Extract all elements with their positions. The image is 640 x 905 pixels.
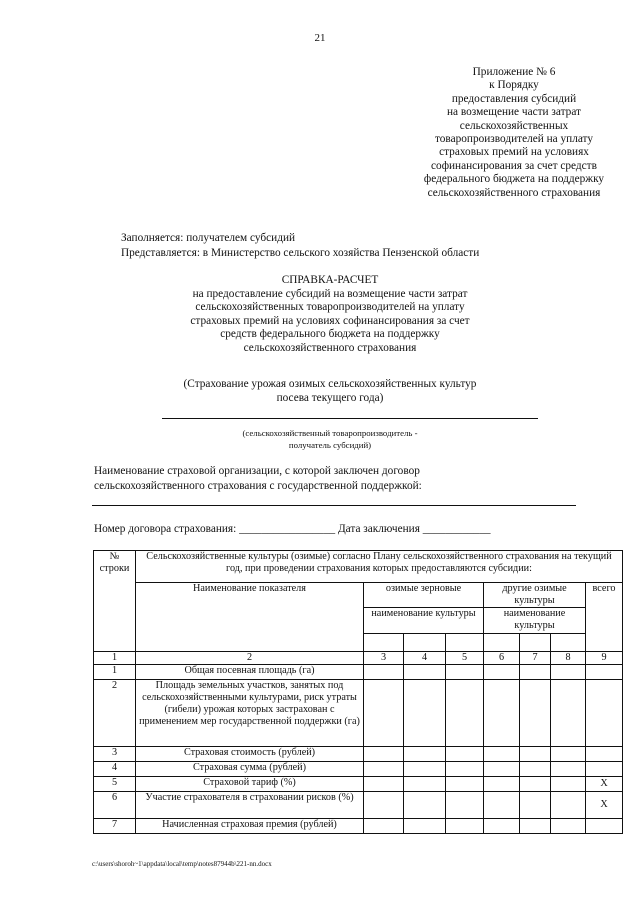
indicator-name: Страховой тариф (%) [136, 777, 364, 792]
value-cell [364, 819, 404, 834]
appendix-line: предоставления субсидий [451, 92, 577, 105]
total-cell [586, 747, 623, 762]
insurer-line: сельскохозяйственного страхования с государственной поддержкой: [94, 479, 422, 492]
crop-name-header: наименование культуры [364, 608, 484, 634]
value-cell [446, 792, 484, 819]
row-number: 2 [94, 680, 136, 747]
table-row [94, 819, 623, 834]
appendix-line: к Порядку [489, 79, 539, 92]
contract-line [94, 523, 491, 535]
value-cell [551, 792, 586, 819]
appendix-line: товаропроизводителей на уплату [434, 133, 593, 146]
value-cell [364, 665, 404, 680]
filled-by: Заполняется: получателем субсидий [121, 232, 296, 244]
value-cell [551, 680, 586, 747]
title-heading: СПРАВКА-РАСЧЕТ [281, 274, 379, 286]
row-number: 6 [94, 792, 136, 819]
value-cell [551, 777, 586, 792]
table-row [94, 747, 623, 762]
indicator-name: Начисленная страховая премия (рублей) [136, 819, 364, 834]
crop-cell [484, 634, 520, 652]
value-cell [446, 747, 484, 762]
value-cell [404, 819, 446, 834]
row-number: 4 [94, 762, 136, 777]
value-cell [446, 665, 484, 680]
value-cell [446, 819, 484, 834]
caption-line: получатель субсидий) [288, 440, 372, 450]
row-number: 5 [94, 777, 136, 792]
value-cell [484, 747, 520, 762]
value-cell [520, 680, 551, 747]
total-cell [586, 680, 623, 747]
contract-date-label: Дата заключения [337, 523, 420, 535]
crop-cell [446, 634, 484, 652]
value-cell [484, 680, 520, 747]
table-row [94, 762, 623, 777]
title-line: на предоставление субсидий на возмещение части затрат [192, 287, 468, 300]
indicator-name: Площадь земельных участков, занятых под сельскохозяйственными культурами, риск утраты (гибели) урожая которых застрахован с применением мер государственной поддержки (га) [136, 680, 364, 747]
title-line: сельскохозяйственных товаропроизводителей на уплату [195, 301, 465, 313]
value-cell [404, 747, 446, 762]
appendix-line: федерального бюджета на поддержку [423, 173, 605, 186]
column-number: 6 [484, 652, 520, 665]
column-number: 2 [136, 652, 364, 665]
value-cell [484, 819, 520, 834]
column-number: 7 [520, 652, 551, 665]
value-cell [364, 747, 404, 762]
row-number: 7 [94, 819, 136, 834]
value-cell [551, 819, 586, 834]
crops-header: Сельскохозяйственные культуры (озимые) согласно Плану сельскохозяйственного страхования на текущий год, при проведении страхования которых предоставляются субсидии: [136, 551, 623, 583]
value-cell [446, 777, 484, 792]
value-cell [520, 792, 551, 819]
row-number: 3 [94, 747, 136, 762]
value-cell [520, 665, 551, 680]
insurer-name-line [92, 505, 576, 506]
value-cell [404, 665, 446, 680]
value-cell [484, 777, 520, 792]
value-cell [551, 665, 586, 680]
caption-line: (сельскохозяйственный товаропроизводитель - [242, 428, 418, 438]
value-cell [551, 762, 586, 777]
total-cell [586, 665, 623, 680]
crop-cell [404, 634, 446, 652]
table-row [94, 680, 623, 747]
document-title [160, 274, 500, 355]
subtitle-line: (Страхование урожая озимых сельскохозяйственных культур [183, 378, 477, 390]
value-cell [404, 777, 446, 792]
insurer-block [94, 464, 422, 493]
indicator-name: Общая посевная площадь (га) [136, 665, 364, 680]
appendix-line: софинансирования за счет средств [431, 159, 597, 172]
column-number: 4 [404, 652, 446, 665]
appendix-line: страховых премий на условиях [439, 146, 589, 159]
value-cell [484, 665, 520, 680]
row-number-header: № строки [94, 551, 136, 652]
crop-name-header: наименование культуры [484, 608, 586, 634]
group-winter-grains: озимые зерновые [364, 583, 484, 608]
value-cell [364, 792, 404, 819]
value-cell [520, 819, 551, 834]
column-number: 9 [586, 652, 623, 665]
file-path-footer: c:\users\shoroh~1\appdata\local\temp\notes87944b\221-nn.docx [92, 860, 272, 868]
indicator-name: Страховая стоимость (рублей) [136, 747, 364, 762]
filling-info [121, 231, 479, 260]
total-cell-x: X [586, 792, 623, 819]
indicator-name: Страховая сумма (рублей) [136, 762, 364, 777]
appendix-line: сельскохозяйственных [459, 119, 569, 132]
insurer-line: Наименование страховой организации, с которой заключен договор [94, 465, 420, 477]
recipient-caption [160, 427, 500, 451]
value-cell [364, 680, 404, 747]
appendix-line: Приложение № 6 [472, 66, 556, 78]
submitted-to: Представляется: в Министерство сельского хозяйства Пензенской области [121, 246, 480, 259]
row-number: 1 [94, 665, 136, 680]
recipient-name-line [162, 418, 538, 419]
total-cell [586, 762, 623, 777]
indicator-header: Наименование показателя [136, 583, 364, 652]
insurance-subtitle [160, 377, 500, 405]
value-cell [404, 762, 446, 777]
contract-number-blank: _________________ [239, 523, 336, 535]
contract-date-blank: ____________ [422, 523, 491, 535]
value-cell [484, 792, 520, 819]
value-cell [520, 762, 551, 777]
value-cell [404, 680, 446, 747]
value-cell [364, 777, 404, 792]
column-number: 1 [94, 652, 136, 665]
table-row [94, 777, 623, 792]
subtitle-line: посева текущего года) [276, 392, 384, 404]
title-line: сельскохозяйственного страхования [243, 341, 417, 354]
value-cell [520, 747, 551, 762]
title-line: средств федерального бюджета на поддержку [220, 328, 440, 340]
title-line: страховых премий на условиях софинансирования за счет [190, 314, 470, 327]
crop-cell [364, 634, 404, 652]
contract-number-label: Номер договора страхования: [94, 523, 237, 535]
value-cell [404, 792, 446, 819]
value-cell [484, 762, 520, 777]
appendix-line: на возмещение части затрат [447, 106, 581, 119]
value-cell [551, 747, 586, 762]
column-number: 5 [446, 652, 484, 665]
value-cell [446, 762, 484, 777]
column-number: 8 [551, 652, 586, 665]
column-number: 3 [364, 652, 404, 665]
calculation-table [93, 550, 623, 834]
total-cell-x: X [586, 777, 623, 792]
appendix-line: сельскохозяйственного страхования [427, 186, 601, 199]
value-cell [520, 777, 551, 792]
value-cell [446, 680, 484, 747]
total-header: всего [586, 583, 623, 652]
indicator-name: Участие страхователя в страховании рисков (%) [136, 792, 364, 819]
page-number: 21 [314, 32, 326, 44]
table-row [94, 665, 623, 680]
total-cell [586, 819, 623, 834]
group-other-winter-crops: другие озимые культуры [484, 583, 586, 608]
appendix-header [396, 66, 632, 200]
crop-cell [520, 634, 551, 652]
crop-cell [551, 634, 586, 652]
table-row [94, 792, 623, 819]
value-cell [364, 762, 404, 777]
